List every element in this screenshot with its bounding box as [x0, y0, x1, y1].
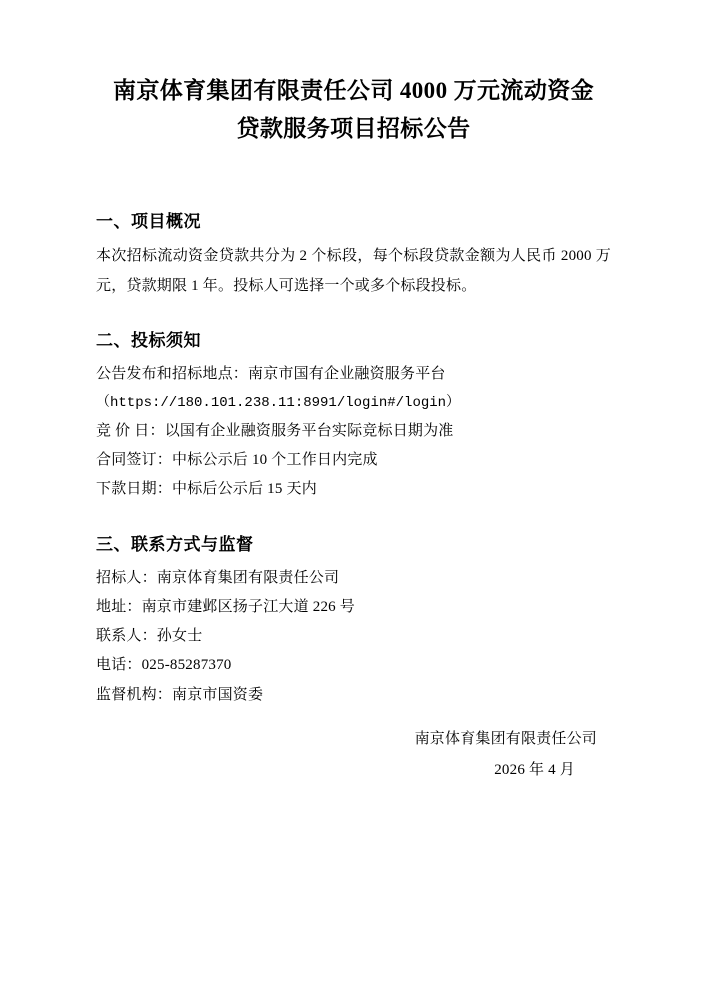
contact-person: 联系人：孙女士 [96, 628, 203, 645]
signature-date: 2026 年 4 月 [494, 762, 575, 779]
bidding-notice-disbursement-date: 下款日期：中标后公示后 15 天内 [96, 481, 317, 498]
section-heading-project-overview: 一、项目概况 [96, 211, 201, 231]
bidding-notice-location: 公告发布和招标地点：南京市国有企业融资服务平台 [96, 366, 446, 383]
section-bidding-notice [96, 327, 611, 504]
title-spacer [96, 148, 611, 182]
section-project-overview [96, 208, 611, 301]
bidding-notice-url[interactable]: （https://180.101.238.11:8991/login#/login） [96, 394, 461, 411]
section-paragraph-project-overview: 本次招标流动资金贷款共分为 2 个标段，每个标段贷款金额为人民币 2000 万元，贷款期限 1 年。投标人可选择一个或多个标段投标。 [96, 248, 611, 295]
contact-supervisory-body: 监督机构：南京市国资委 [96, 686, 264, 703]
bidding-notice-contract-signing: 合同签订：中标公示后 10 个工作日内完成 [96, 452, 378, 469]
signature-block [96, 724, 611, 787]
contact-address: 地址：南京市建邺区扬子江大道 226 号 [96, 598, 356, 615]
section-contact-supervision [96, 531, 611, 710]
contact-tenderer: 招标人：南京体育集团有限责任公司 [96, 569, 340, 586]
contact-phone: 电话：025-85287370 [96, 657, 232, 674]
bidding-notice-auction-date: 竞 价 日：以国有企业融资服务平台实际竞标日期为准 [96, 422, 454, 439]
page-title: 南京体育集团有限责任公司 4000 万元流动资金贷款服务项目招标公告 [112, 78, 595, 141]
section-heading-contact-supervision: 三、联系方式与监督 [96, 534, 254, 554]
signature-issuer: 南京体育集团有限责任公司 [414, 730, 597, 747]
section-heading-bidding-notice: 二、投标须知 [96, 331, 201, 351]
